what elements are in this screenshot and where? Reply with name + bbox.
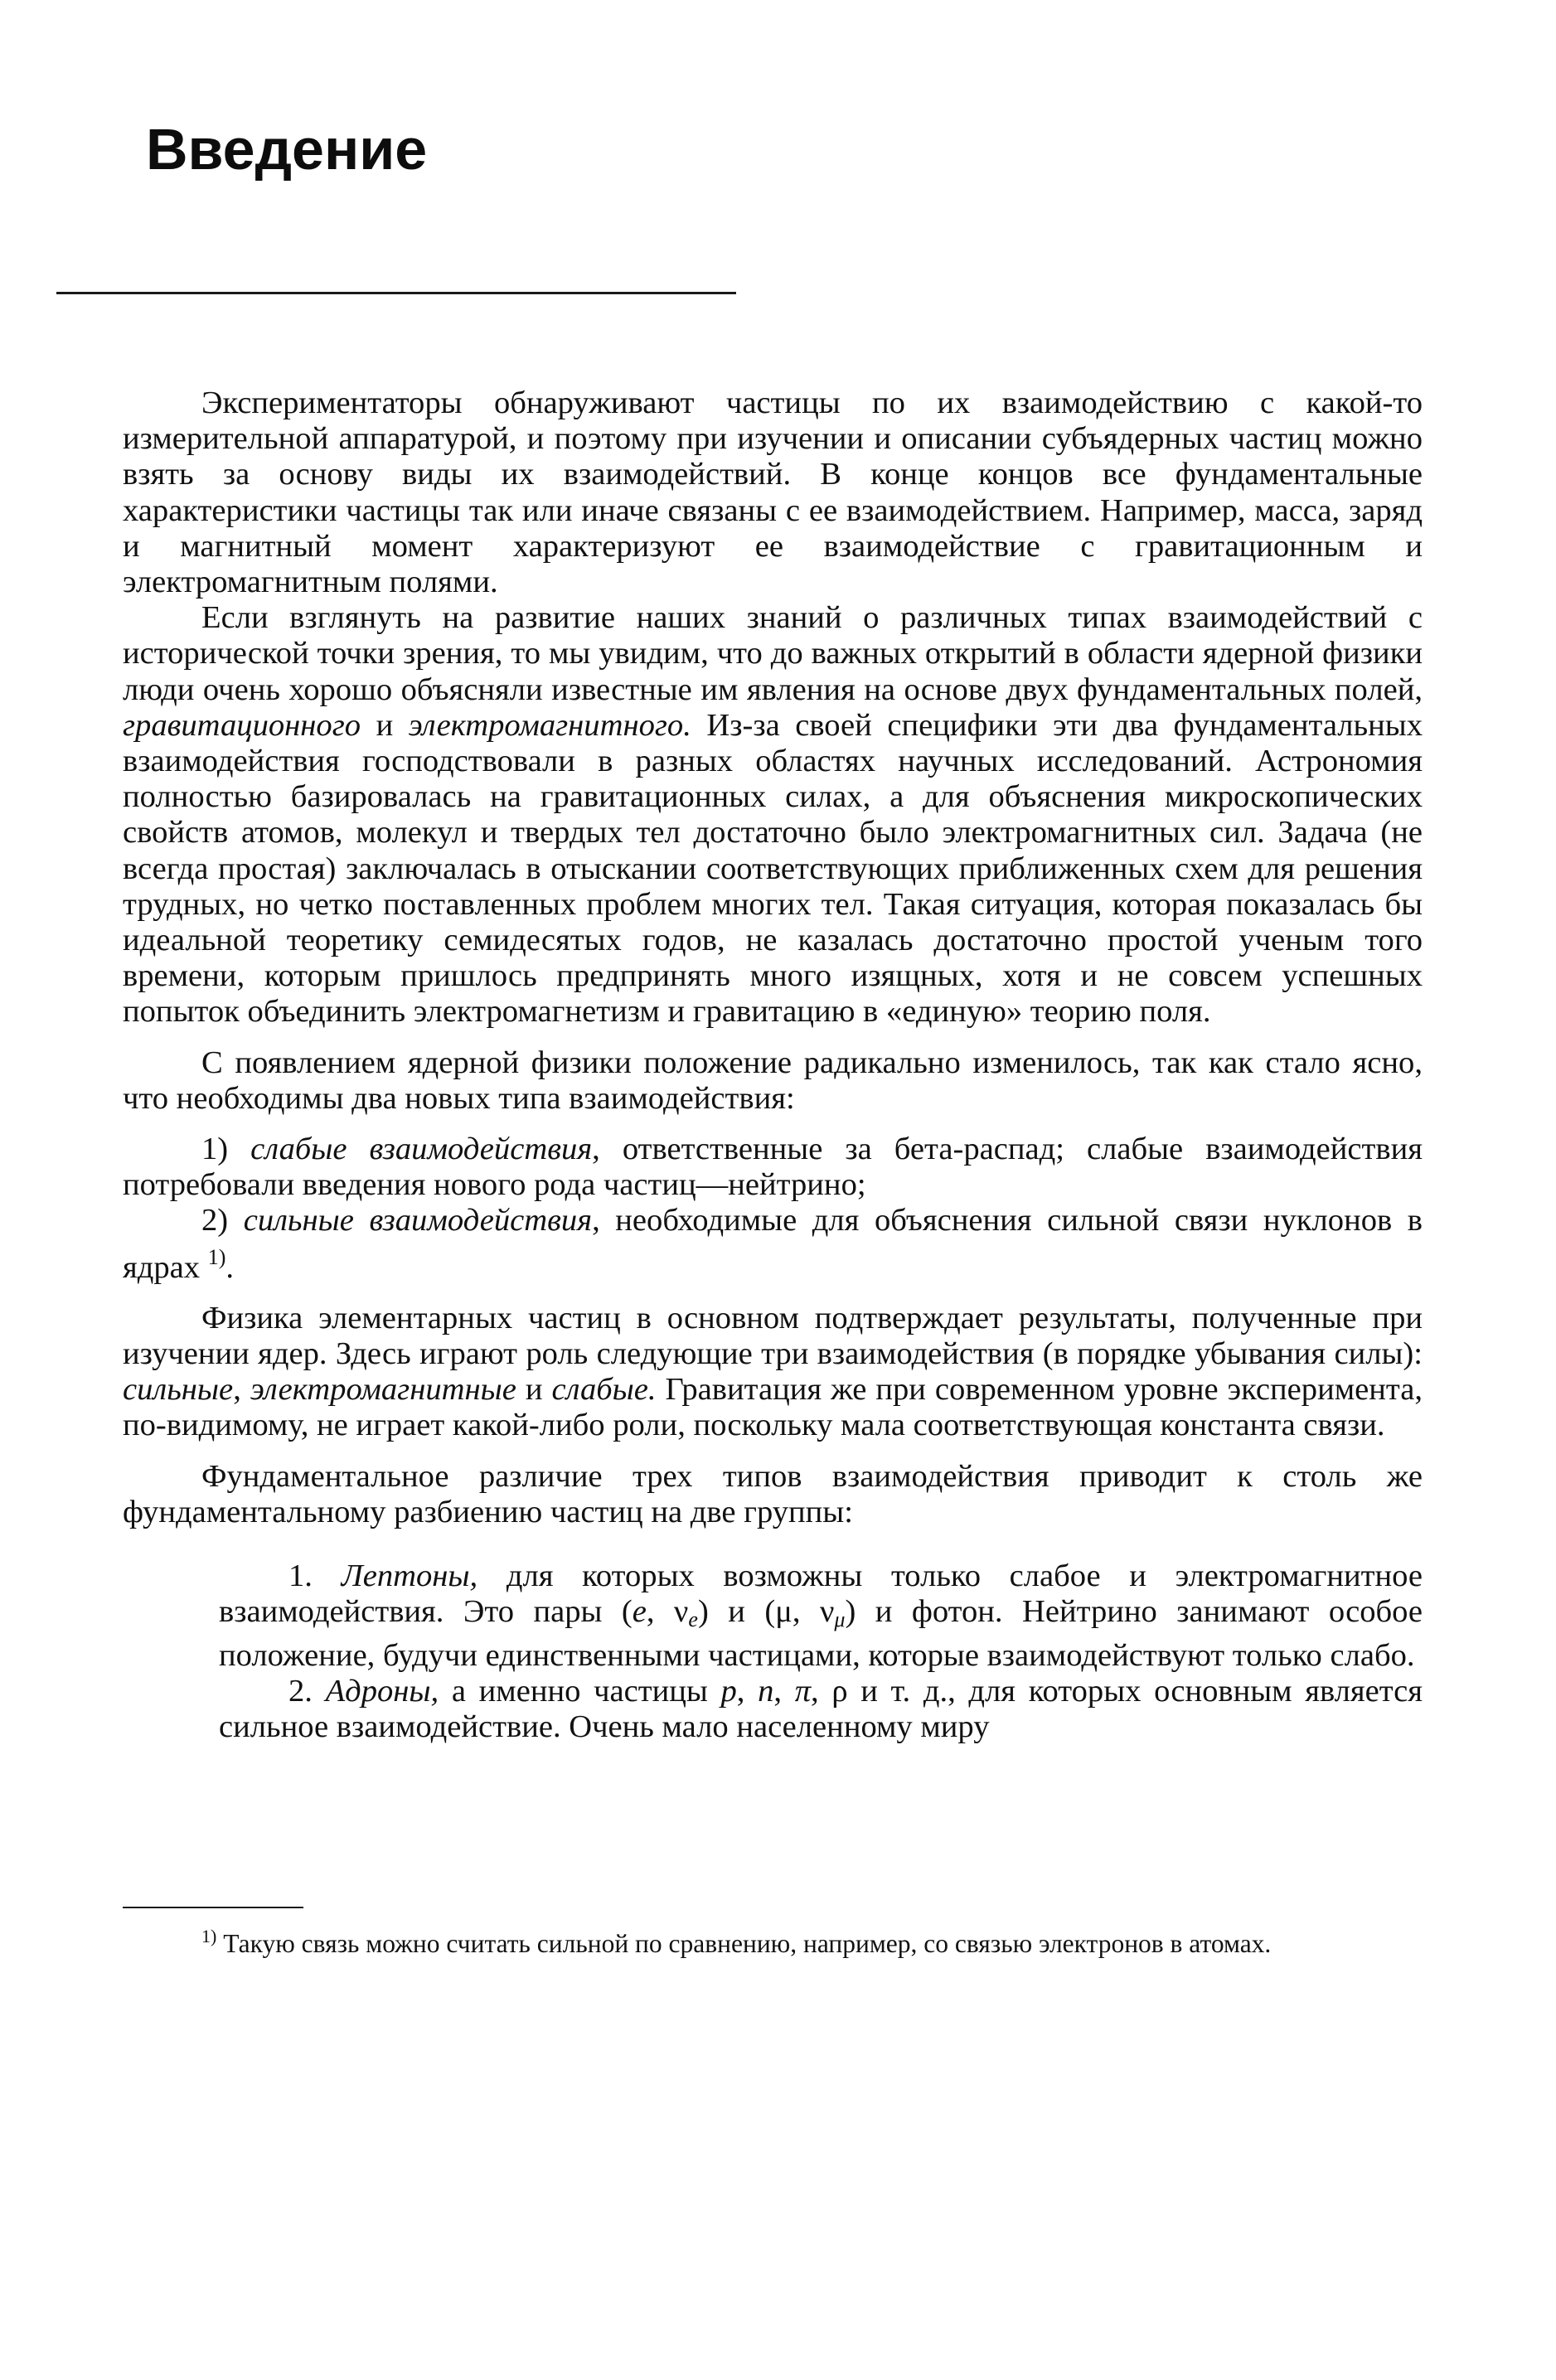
list-number: 2.: [288, 1673, 326, 1709]
item-end: .: [225, 1249, 235, 1285]
list-text: , ν: [646, 1594, 689, 1630]
item-weak-interactions: [123, 1132, 1423, 1203]
footnote: [123, 1922, 1423, 1959]
term-strong-interactions: сильные взаимодействия: [243, 1203, 593, 1238]
item-number: 1): [201, 1132, 251, 1167]
paragraph-2-part-b: и: [361, 707, 409, 743]
term-electromagnetic: электромагнитного.: [408, 707, 691, 743]
body-text: [123, 385, 1423, 1745]
item-text: , необходимые для объяснения сильной связи нуклонов в ядрах: [123, 1203, 1423, 1285]
separator: ,: [773, 1673, 795, 1709]
separator: ,: [736, 1673, 759, 1709]
separator: ,: [233, 1372, 250, 1408]
paragraph-3: С появлением ядерной физики положение радикально изменилось, так как стало ясно, что необходимы два новых типа взаимодействия:: [123, 1045, 1423, 1116]
term-gravitational: гравитационного: [123, 707, 361, 743]
symbol-proton: p: [720, 1673, 737, 1709]
item-strong-interactions: [123, 1203, 1423, 1285]
symbol-pion: π: [794, 1673, 812, 1709]
item-number: 2): [201, 1203, 244, 1238]
footnote-mark: 1): [201, 1926, 217, 1946]
paragraph-4: [123, 1301, 1423, 1444]
list-item-leptons: [123, 1558, 1423, 1674]
subscript-mu: μ: [834, 1607, 846, 1632]
paragraph-5: Фундаментальное различие трех типов взаимодействия приводит к столь же фундаментальному разбиению частиц на две группы:: [123, 1458, 1423, 1529]
paragraph-4-part-b: Гравитация же при современном уровне эксперимента, по-видимому, не играет какой-либо роли, поскольку мала соответствующая константа связи.: [123, 1372, 1423, 1443]
paragraph-4-part-a: Физика элементарных частиц в основном подтверждает результаты, полученные при изучении ядер. Здесь играют роль следующие три взаимодействия (в порядке убывания силы):: [123, 1300, 1423, 1372]
term-leptons: Лептоны,: [341, 1558, 478, 1594]
term-weak: слабые.: [551, 1372, 657, 1408]
symbol-neutron: n: [758, 1673, 774, 1709]
list-text: ) и фотон. Нейтрино занимают особое положение, будучи единственными частицами, которые взаимодействуют только слабо.: [219, 1594, 1423, 1673]
subscript-e: e: [688, 1607, 698, 1632]
list-text: для которых возможны только слабое и электромагнитное взаимодействия. Это пары (: [219, 1558, 1423, 1630]
list-text: а именно частицы: [439, 1673, 721, 1709]
symbol-electron: e: [632, 1594, 647, 1630]
footnote-rule: [123, 1907, 303, 1908]
list-text: ) и (μ, ν: [697, 1594, 835, 1630]
separator: и: [516, 1372, 552, 1408]
paragraph-2: [123, 600, 1423, 1030]
term-hadrons: Адроны,: [325, 1673, 439, 1709]
list-item-hadrons: [123, 1674, 1423, 1745]
list-number: 1.: [288, 1558, 342, 1594]
paragraph-2-part-a: Если взглянуть на развитие наших знаний о различных типах взаимодействий с исторической точки зрения, то мы увидим, что до важных открытий в области ядерной физики люди очень хорошо объясняли известные им явления на основе двух фундаментальных полей,: [123, 600, 1423, 707]
chapter-heading: Введение: [146, 117, 428, 182]
term-weak-interactions: слабые взаимодействия: [250, 1132, 593, 1167]
term-electromagnetic-plural: электромагнитные: [250, 1372, 516, 1408]
paragraph-2-part-c: Из-за своей специфики эти два фундаментальных взаимодействия господствовали в разных областях научных исследований. Астрономия полностью базировалась на гравитационных силах, а для объяснения микроскопических свойств атомов, молекул и твердых тел достаточно было электромагнитных сил. Задача (не всегда простая) заключалась в отыскании соответствующих приближенных схем для решения трудных, но четко поставленных проблем многих тел. Такая ситуация, которая показалась бы идеальной теоретику семидесятых годов, не казалась достаточно простой ученым того времени, которым пришлось предпринять много изящных, хотя и не совсем успешных попыток объединить электромагнетизм и гравитацию в «единую» теорию поля.: [123, 707, 1423, 1030]
list-text: , ρ и т. д., для которых основным является сильное взаимодействие. Очень мало населенному миру: [219, 1673, 1423, 1744]
heading-rule: [56, 292, 736, 294]
term-strong: сильные: [123, 1372, 234, 1408]
paragraph-1: Экспериментаторы обнаруживают частицы по их взаимодействию с какой-то измерительной аппаратурой, и поэтому при изучении и описании субъядерных частиц можно взять за основу виды их взаимодействий. В конце концов все фундаментальные характеристики частицы так или иначе связаны с ее взаимодействием. Например, масса, заряд и магнитный момент характеризуют ее взаимодействие с гравитационным и электромагнитным полями.: [123, 385, 1423, 600]
footnote-reference: 1): [207, 1244, 226, 1269]
item-text: , ответственные за бета-распад; слабые взаимодействия потребовали введения нового рода частиц—нейтрино;: [123, 1132, 1423, 1203]
footnote-text: Такую связь можно считать сильной по сравнению, например, со связью электронов в атомах.: [216, 1929, 1272, 1958]
